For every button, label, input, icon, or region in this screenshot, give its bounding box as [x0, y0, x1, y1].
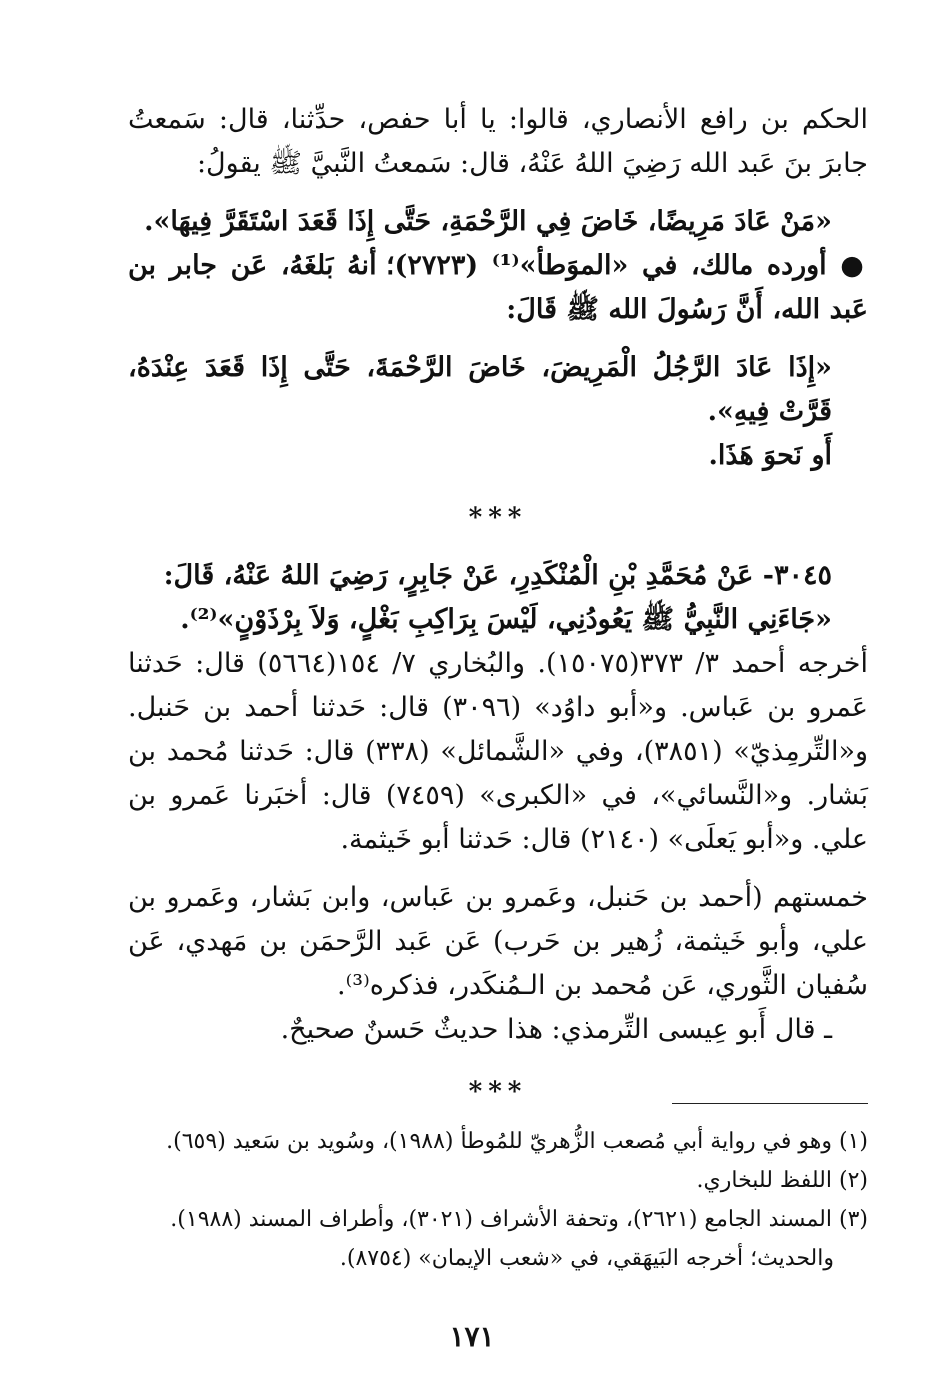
hadith-quote-2-note: أَو نَحوَ هَذَا. [708, 440, 832, 471]
main-text [128, 98, 868, 1128]
section-divider-stars-2: *** [468, 1077, 528, 1107]
footnote-2: (٢) اللفظ للبخاري. [696, 1168, 868, 1193]
hadith-3045-text: «جَاءَنِي النَّبِيُّ ﷺ يَعُودُنِي، لَيْسَ بِرَاكِبِ بَغْلٍ، وَلاَ بِرْذَوْنٍ»⁽²⁾. [180, 604, 832, 635]
hadith-quote-1: «مَنْ عَادَ مَرِيضًا، خَاضَ فِي الرَّحْمَةِ، حَتَّى إِذَا قَعَدَ اسْتَقَرَّ فِيهَا». [144, 206, 832, 237]
tirmidhi-grading: ـ قال أَبو عِيسى التِّرمذي: هذا حديثٌ حَسنٌ صحيحٌ. [280, 1014, 832, 1045]
hadith-3045-chain: ٣٠٤٥- عَنْ مُحَمَّدِ بْنِ الْمُنْكَدِرِ، عَنْ جَابِرٍ، رَضِيَ اللهُ عَنْهُ، قَالَ: [163, 560, 832, 591]
footnote-separator [672, 1103, 868, 1104]
footnote-3: (٣) المسند الجامع (٢٦٢١)، وتحفة الأشراف (٣٠٢١)، وأطراف المسند (١٩٨٨). [170, 1207, 868, 1232]
page-number: ١٧١ [449, 1320, 495, 1353]
paragraph-intro: الحكم بن رافع الأنصاري، قالوا: يا أبا حفص، حدِّثنا، قال: سَمعتُ جابرَ بنَ عَبد الله رَضِيَ اللهُ عَنْهُ، قال: سَمعتُ النَّبيَّ ﷺ يقولُ: [128, 104, 868, 179]
takhrij-paragraph: أخرجه أحمد ٣/ ٣٧٣(١٥٠٧٥). والبُخاري ٧/ ١٥٤(٥٦٦٤) قال: حَدثنا عَمرو بن عَباس. و«أبو داوُد» (٣٠٩٦) قال: حَدثنا أحمد بن حَنبل. و«التِّرمِذيّ» (٣٨٥١)، وفي «الشَّمائل» (٣٣٨) قال: حَدثنا مُحمد بن بَشار. و«النَّسائي»، في «الكبرى» (٧٤٥٩) قال: أخبَرنا عَمرو بن علي. و«أبو يَعلَى» (٢١٤٠) قال: حَدثنا أبو خَيثمة. [128, 648, 869, 855]
hadith-quote-2: «إِذَا عَادَ الرَّجُلُ الْمَرِيضَ، خَاضَ الرَّحْمَةَ، حَتَّى إِذَا قَعَدَ عِنْدَهُ، قَرَّتْ فِيهِ». [128, 352, 832, 427]
footnote-1: (١) وهو في رواية أبي مُصعب الزُّهريّ للمُوطأ (١٩٨٨)، وسُويد بن سَعيد (٦٥٩). [166, 1129, 868, 1154]
section-divider-stars: *** [468, 503, 528, 533]
muwatta-reference: ● أورده مالك، في «الموَطأ»⁽¹⁾ (٢٧٢٣)؛ أنهُ بَلغَهُ، عَن جابر بن عَبد الله، أَنَّ رَسُولَ الله ﷺ قَالَ: [128, 250, 869, 325]
isnad-paragraph: خمستهم (أحمد بن حَنبل، وعَمرو بن عَباس، وابن بَشار، وعَمرو بن علي، وأبو خَيثمة، زُهير بن حَرب) عَن عَبد الرَّحمَن بن مَهدي، عَن سُفيان الثَّوري، عَن مُحمد بن الـمُنكَدر، فذكره⁽³⁾. [128, 882, 868, 1001]
footnotes [128, 1122, 868, 1278]
footnote-3-continued: والحديث؛ أخرجه البَيهَقي، في «شعب الإيمان» (٨٧٥٤). [339, 1246, 834, 1271]
